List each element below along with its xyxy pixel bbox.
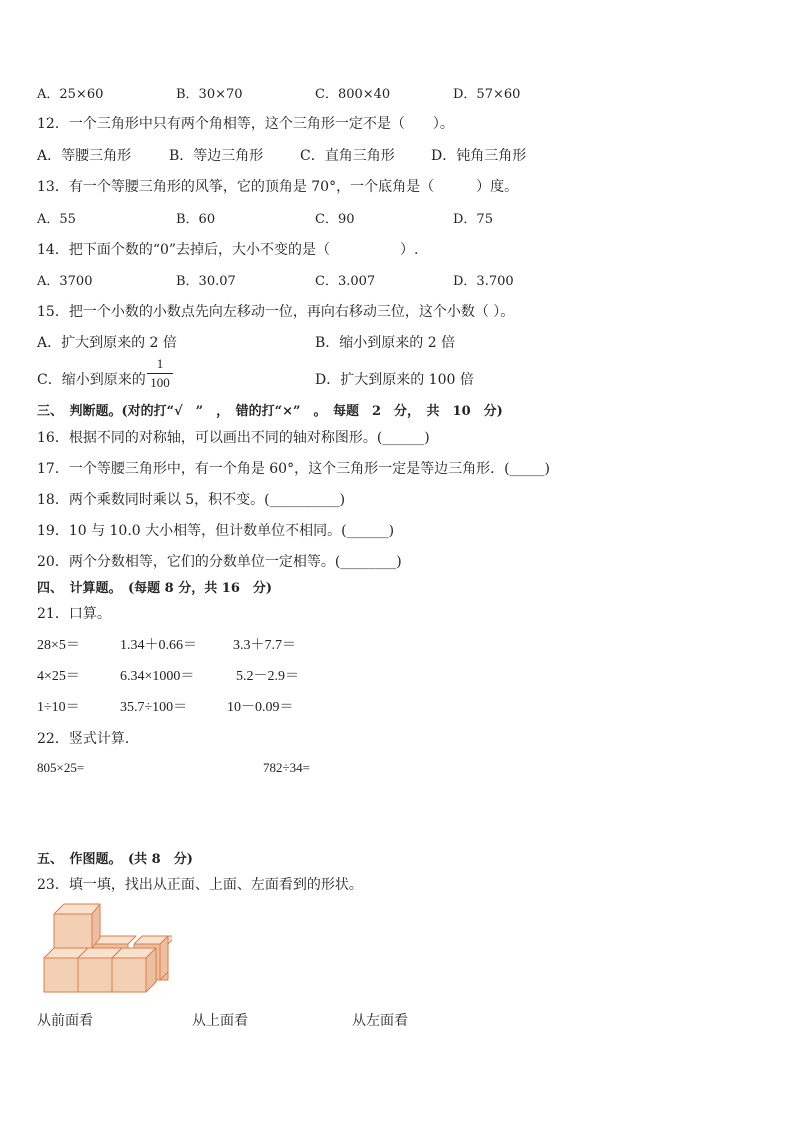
q12-option-c: C．直角三角形 bbox=[300, 148, 395, 164]
q15-option-c: C．缩小到原来的 bbox=[37, 372, 146, 388]
view-label-top: 从上面看 bbox=[192, 1013, 248, 1029]
q12-option-d: D．钝角三角形 bbox=[431, 148, 527, 164]
calc-item: 28×5＝ bbox=[37, 638, 80, 653]
q11-option-b: B．30×70 bbox=[176, 87, 243, 102]
fraction-numerator: 1 bbox=[156, 356, 164, 371]
q14-option-a: A．3700 bbox=[37, 274, 93, 289]
section-heading-draw: 五、 作图题。 (共 8 分) bbox=[37, 852, 193, 867]
calc-item: 35.7÷100＝ bbox=[120, 700, 188, 715]
q22-right-expression: 782÷34= bbox=[263, 760, 310, 775]
cube-top-front bbox=[54, 914, 92, 948]
cube-stack-figure bbox=[40, 900, 172, 994]
q15-option-d: D．扩大到原来的 100 倍 bbox=[315, 372, 474, 388]
view-label-front: 从前面看 bbox=[37, 1013, 93, 1029]
q19-judge: 19．10 与 10.0 大小相等，但计数单位不相同。(______) bbox=[37, 523, 395, 539]
q16-judge: 16．根据不同的对称轴，可以画出不同的轴对称图形。(______) bbox=[37, 430, 430, 446]
q20-judge: 20．两个分数相等，它们的分数单位一定相等。(________) bbox=[37, 554, 402, 570]
section-heading-calc: 四、 计算题。 (每题 8 分，共 16 分) bbox=[37, 581, 273, 596]
fraction-denominator: 100 bbox=[150, 375, 170, 390]
calc-item: 1÷10＝ bbox=[37, 700, 80, 715]
q22-stem: 22．竖式计算． bbox=[37, 731, 139, 747]
q15-stem: 15．把一个小数的小数点先向左移动一位，再向右移动三位，这个小数（ ）。 bbox=[37, 304, 515, 320]
calc-item: 10－0.09＝ bbox=[227, 700, 294, 715]
q15-option-c-fraction bbox=[145, 357, 175, 390]
q18-judge: 18．两个乘数同时乘以 5，积不变。(__________) bbox=[37, 492, 346, 508]
q22-left-expression: 805×25= bbox=[37, 760, 85, 775]
q12-stem: 12．一个三角形中只有两个角相等，这个三角形一定不是（ ）。 bbox=[37, 116, 454, 132]
cube-front bbox=[78, 958, 112, 992]
cube-front bbox=[112, 958, 146, 992]
q17-judge: 17．一个等腰三角形中，有一个角是 60°，这个三角形一定是等边三角形．(_____) bbox=[37, 461, 551, 477]
q15-option-b: B．缩小到原来的 2 倍 bbox=[315, 335, 456, 351]
cube-front bbox=[44, 958, 78, 992]
q15-option-a: A．扩大到原来的 2 倍 bbox=[37, 335, 177, 351]
calc-item: 4×25＝ bbox=[37, 669, 80, 684]
q12-option-b: B．等边三角形 bbox=[169, 148, 264, 164]
fraction-bar bbox=[147, 373, 173, 374]
q13-option-c: C．90 bbox=[315, 212, 355, 227]
q12-option-a: A．等腰三角形 bbox=[37, 148, 132, 164]
q14-option-d: D．3.700 bbox=[453, 274, 514, 289]
q11-option-c: C．800×40 bbox=[315, 87, 391, 102]
q11-option-a: A．25×60 bbox=[37, 87, 104, 102]
q13-option-b: B．60 bbox=[176, 212, 216, 227]
q14-stem: 14．把下面个数的“0”去掉后，大小不变的是（ ）. bbox=[37, 242, 419, 258]
calc-item: 1.34＋0.66＝ bbox=[120, 638, 197, 653]
q14-option-c: C．3.007 bbox=[315, 274, 376, 289]
cube-back-side bbox=[160, 936, 168, 980]
q14-option-b: B．30.07 bbox=[176, 274, 236, 289]
q13-option-d: D．75 bbox=[453, 212, 493, 227]
view-label-left: 从左面看 bbox=[352, 1013, 408, 1029]
q11-option-d: D．57×60 bbox=[453, 87, 521, 102]
calc-item: 6.34×1000＝ bbox=[120, 669, 195, 684]
calc-item: 3.3＋7.7＝ bbox=[233, 638, 296, 653]
section-heading-judge: 三、 判断题。(对的打“√ ” ， 错的打“×” 。 每题 2 分， 共 10 分) bbox=[37, 404, 503, 419]
q21-stem: 21．口算。 bbox=[37, 606, 111, 622]
q13-option-a: A．55 bbox=[37, 212, 76, 227]
q23-stem: 23．填一填，找出从正面、上面、左面看到的形状。 bbox=[37, 877, 363, 893]
q13-stem: 13．有一个等腰三角形的风筝，它的顶角是 70°，一个底角是（ ）度。 bbox=[37, 179, 519, 195]
calc-item: 5.2－2.9＝ bbox=[236, 669, 299, 684]
